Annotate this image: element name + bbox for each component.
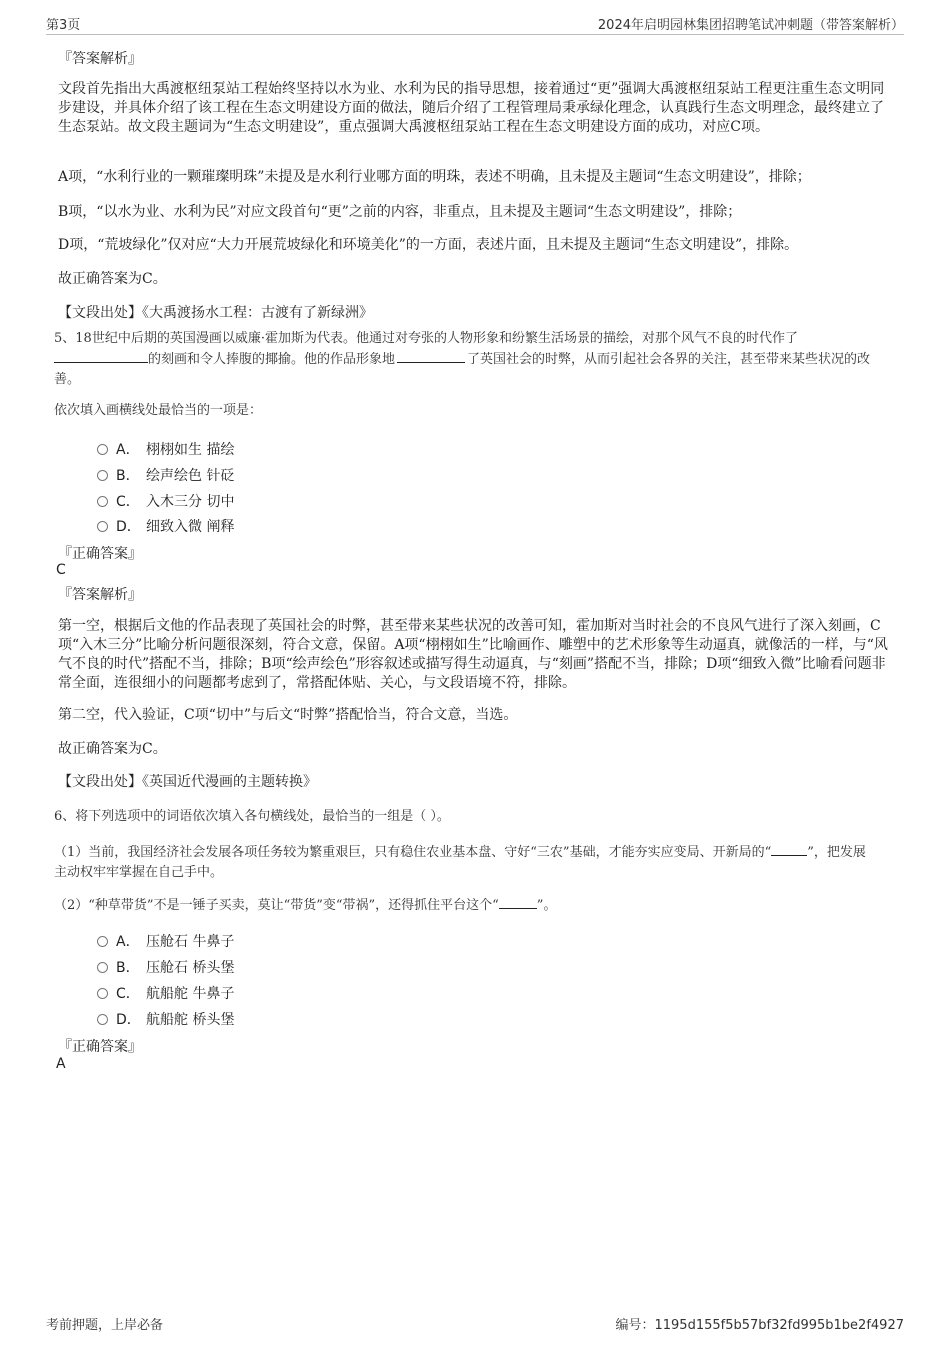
q4-analysis: 文段首先指出大禹渡枢纽泵站工程始终坚持以水为业、水利为民的指导思想，接着通过“更”强调大禹渡枢纽泵站工程更注重生态文明同步建设，并具体介绍了该工程在生态文明建设方面的做法，随后介绍了工程管理局秉承绿化理念，认真践行生态文明理念，最终建立了生态泵站。故文段主题词为“生态文明建设”，重点强调大禹渡枢纽泵站工程在生态文明建设方面的成功，对应C项。 bbox=[58, 81, 885, 135]
page-number: 第3页 bbox=[46, 18, 81, 33]
q5-prompt: 依次填入画横线处最恰当的一项是： bbox=[54, 403, 263, 418]
q5-blank-2 bbox=[397, 349, 465, 363]
radio-icon[interactable] bbox=[97, 962, 108, 973]
q6-option-a[interactable]: A． 压舱石 牛鼻子 bbox=[97, 931, 234, 951]
q5-stem bbox=[54, 329, 894, 390]
radio-icon[interactable] bbox=[97, 1014, 108, 1025]
radio-icon[interactable] bbox=[97, 988, 108, 999]
q5-option-d[interactable]: D． 细致入微 阐释 bbox=[97, 516, 234, 536]
radio-icon[interactable] bbox=[97, 936, 108, 947]
q4-source: 【文段出处】《大禹渡扬水工程：古渡有了新绿洲》 bbox=[58, 305, 373, 321]
q5-answer-label: 『正确答案』 bbox=[58, 546, 142, 562]
q6-option-c[interactable]: C． 航船舵 牛鼻子 bbox=[97, 983, 234, 1003]
q4-option-d-note: D项，“荒坡绿化”仅对应“大力开展荒坡绿化和环境美化”的一方面，表述片面，且未提及主题词“生态文明建设”，排除。 bbox=[58, 237, 799, 253]
q6-stem: 6、将下列选项中的词语依次填入各句横线处，最恰当的一组是（ ）。 bbox=[54, 809, 450, 824]
q5-conclusion: 故正确答案为C。 bbox=[58, 741, 167, 757]
q5-source: 【文段出处】《英国近代漫画的主题转换》 bbox=[58, 774, 317, 790]
page-header bbox=[46, 14, 904, 35]
q4-option-a-note: A项，“水利行业的一颗璀璨明珠”未提及是水利行业哪方面的明珠，表述不明确，且未提及主题词“生态文明建设”，排除； bbox=[58, 169, 811, 185]
q5-stem-part2: 的刻画和令人捧腹的揶揄。他的作品形象地 bbox=[148, 352, 396, 367]
q6-sentence-1: （1）当前，我国经济社会发展各项任务较为繁重艰巨，只有稳住农业基本盘、守好“三农”基础，才能夯实应变局、开新局的“ ”，把发展 主动权牢牢掌握在自己手中。 bbox=[54, 842, 894, 883]
q5-blank-1 bbox=[54, 349, 148, 363]
q5-stem-part4: 善。 bbox=[54, 372, 81, 387]
q5-option-a[interactable]: A． 栩栩如生 描绘 bbox=[97, 439, 234, 459]
radio-icon[interactable] bbox=[97, 444, 108, 455]
q5-option-c[interactable]: C． 入木三分 切中 bbox=[97, 491, 234, 511]
q5-analysis-label: 『答案解析』 bbox=[58, 587, 142, 603]
q6-blank-1 bbox=[771, 842, 807, 856]
q4-option-b-note: B项，“以水为业、水利为民”对应文段首句“更”之前的内容，非重点，且未提及主题词“生态文明建设”，排除； bbox=[58, 204, 742, 220]
q4-analysis-label: 『答案解析』 bbox=[58, 51, 142, 67]
q5-option-b[interactable]: B． 绘声绘色 针砭 bbox=[97, 465, 234, 485]
q5-stem-part1: 5、18世纪中后期的英国漫画以威廉·霍加斯为代表。他通过对夸张的人物形象和纷繁生活场景的描绘，对那个风气不良的时代作了 bbox=[54, 331, 798, 346]
q6-blank-2 bbox=[499, 895, 537, 909]
q6-option-d[interactable]: D． 航船舵 桥头堡 bbox=[97, 1009, 234, 1029]
q5-answer: C bbox=[56, 562, 66, 578]
q5-stem-part3: 了英国社会的时弊，从而引起社会各界的关注，甚至带来某些状况的改 bbox=[467, 352, 871, 367]
document-title: 2024年启明园林集团招聘笔试冲刺题（带答案解析） bbox=[597, 18, 904, 33]
radio-icon[interactable] bbox=[97, 521, 108, 532]
radio-icon[interactable] bbox=[97, 496, 108, 507]
q6-answer-label: 『正确答案』 bbox=[58, 1039, 142, 1055]
footer-slogan: 考前押题，上岸必备 bbox=[46, 1318, 164, 1333]
q5-analysis-2: 第二空，代入验证，C项“切中”与后文“时弊”搭配恰当，符合文意，当选。 bbox=[58, 707, 518, 723]
document-id: 编号：1195d155f5b57bf32fd995b1be2f4927 bbox=[615, 1318, 904, 1333]
q4-conclusion: 故正确答案为C。 bbox=[58, 271, 167, 287]
q5-analysis-1: 第一空，根据后文他的作品表现了英国社会的时弊，甚至带来某些状况的改善可知，霍加斯对当时社会的不良风气进行了深入刻画，C项“入木三分”比喻分析问题很深刻，符合文意，保留。A项“栩栩如生”比喻画作、雕塑中的艺术形象等生动逼真，就像活的一样，与“风气不良的时代”搭配不当，排除；B项“绘声绘色”形容叙述或描写得生动逼真，与“刻画”搭配不当，排除；D项“细致入微”比喻看问题非常全面，连很细小的问题都考虑到了，常搭配体贴、关心，与文段语境不符，排除。 bbox=[58, 618, 888, 691]
q6-sentence-2: （2）“种草带货”不是一锤子买卖，莫让“带货”变“带祸”，还得抓住平台这个“ ”。 bbox=[54, 895, 894, 916]
q6-answer: A bbox=[56, 1056, 66, 1072]
q6-option-b[interactable]: B． 压舱石 桥头堡 bbox=[97, 957, 234, 977]
radio-icon[interactable] bbox=[97, 470, 108, 481]
